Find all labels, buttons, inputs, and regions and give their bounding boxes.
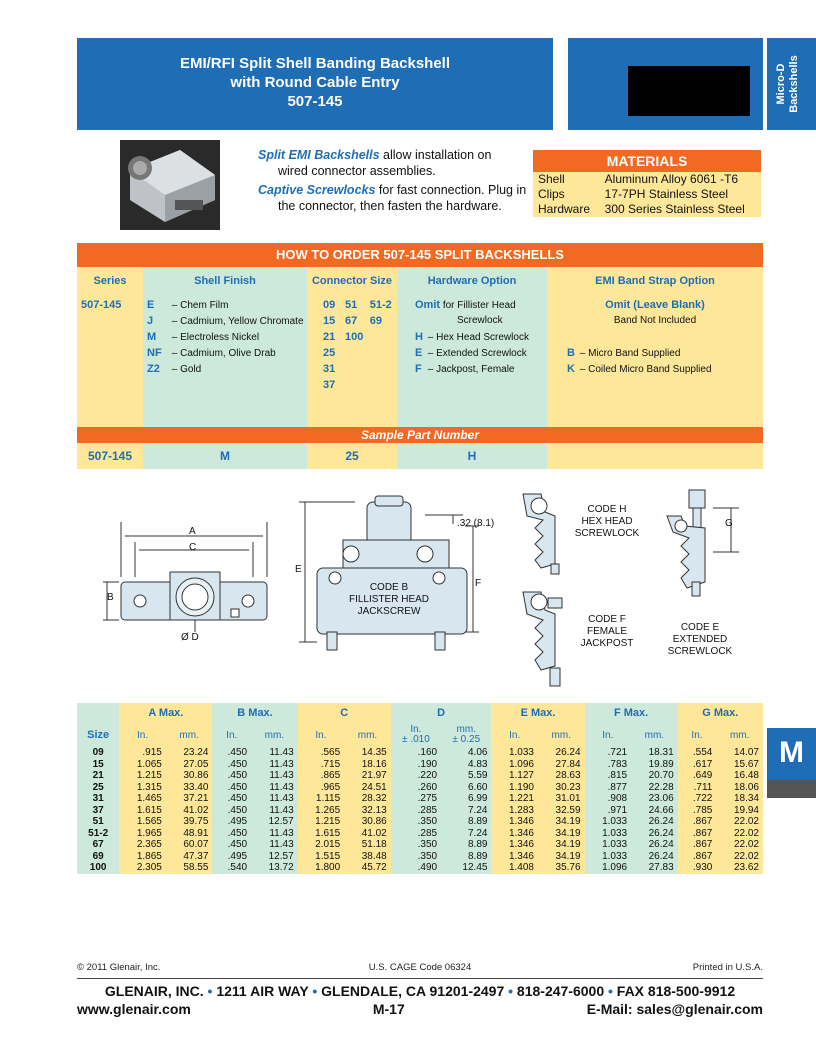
sample-hardware: H [397,443,547,469]
dimension-cell: 1.127 [491,770,538,782]
dimension-cell: 1.315 [119,782,166,794]
emi-option: B – Micro Band Supplied [567,347,681,359]
dimension-cell: 1.408 [491,862,538,874]
dimension-cell: 23.06 [631,793,678,805]
dimension-row [77,839,763,851]
hardware-item: H – Hex Head Screwlock [415,331,529,343]
dimension-cell: .495 [212,816,251,828]
materials-row [533,172,761,187]
code-f-label: CODE F FEMALE JACKPOST [580,614,634,649]
title-line-2: with Round Cable Entry [230,74,400,91]
dimension-cell: 27.83 [631,862,678,874]
footer-contacts [77,1001,763,1017]
dimension-cell: 1.515 [298,851,345,863]
dimension-row [77,759,763,771]
dimension-cell: 12.57 [251,851,298,863]
finish-header: Shell Finish [194,275,256,287]
material-name: Aluminum Alloy 6061 -T6 [604,172,739,186]
size-cell: 51 [77,816,119,828]
dimension-cell: 8.89 [441,816,491,828]
dimension-cell: 28.63 [538,770,585,782]
size-list-1 [323,299,345,395]
col-d-header: D [391,703,492,723]
hardware-item: Screwlock [457,315,503,326]
dimension-cell: 22.02 [716,839,763,851]
dimension-cell: .867 [678,816,717,828]
dimension-cell: 22.02 [716,816,763,828]
dimension-cell: 34.19 [538,828,585,840]
dimension-cell: 1.033 [585,839,632,851]
section-tab: M [767,728,816,780]
dim-group-header-row [77,703,763,723]
feature-2-bold: Captive Screwlocks [258,183,376,197]
dimension-cell: .867 [678,839,717,851]
size-cell: 15 [77,759,119,771]
dimension-table [77,703,763,874]
dimension-cell: .554 [678,747,717,759]
size-cell: 100 [77,862,119,874]
footer-small [77,962,763,973]
dim-unit-header-row: Size In. mm. In. mm. In. mm. In. ± .010 mm. ± 0.25 In. mm. In. mm. In. mm. [77,723,763,747]
size-cell: 25 [77,782,119,794]
dim-32-label: .32 (8.1) [457,518,495,529]
dimension-cell: 4.83 [441,759,491,771]
dimension-cell: 6.60 [441,782,491,794]
dimension-cell: 4.06 [441,747,491,759]
dimension-cell: 13.72 [251,862,298,874]
size-value: 37 [323,379,336,391]
finish-item: Z2 – Gold [147,363,202,375]
sample-row [77,443,763,469]
dimension-cell: 5.59 [441,770,491,782]
dim-b-label: B [107,592,114,603]
size-cell: 31 [77,793,119,805]
dimension-cell: 27.84 [538,759,585,771]
dimension-cell: 8.89 [441,851,491,863]
dimension-cell: .908 [585,793,632,805]
dimension-cell: 26.24 [538,747,585,759]
part-number: 507-145 [287,93,343,110]
dim-d-label: Ø D [181,632,199,643]
size-value: 69 [369,315,383,327]
feature-2 [258,182,526,198]
size-header: Size [77,723,119,747]
dimension-cell: 20.70 [631,770,678,782]
dimension-cell: 34.19 [538,816,585,828]
material-name: 17-7PH Stainless Steel [604,187,729,201]
hardware-header: Hardware Option [427,275,517,287]
size-cell: 67 [77,839,119,851]
dimension-cell: 18.34 [716,793,763,805]
page-header [77,38,553,130]
size-value: 25 [323,347,336,359]
dimension-cell: 1.465 [119,793,166,805]
dimension-cell: 11.43 [251,793,298,805]
dimension-cell: .350 [391,851,441,863]
dimension-cell: 2.015 [298,839,345,851]
materials-table [533,172,761,217]
size-cell: 51-2 [77,828,119,840]
dimension-cell: 41.02 [166,805,213,817]
finish-item: E – Chem Film [147,299,229,311]
finish-item: NF – Cadmium, Olive Drab [147,347,276,359]
hardware-item: E – Extended Screwlock [415,347,527,359]
dimension-cell: 1.346 [491,851,538,863]
feature-2-text: for fast connection. Plug in [375,183,527,197]
dimension-cell: 1.346 [491,816,538,828]
dimension-cell: .815 [585,770,632,782]
dimension-cell: 30.86 [344,816,391,828]
dimension-cell: 33.40 [166,782,213,794]
product-photo [120,140,220,230]
footer-address: GLENAIR, INC. • 1211 AIR WAY • GLENDALE, CA 91201-2497 • 818-247-6000 • FAX 818-500-9912 [104,983,736,999]
dimension-cell: 1.346 [491,839,538,851]
dimension-cell: 19.94 [716,805,763,817]
materials-row [533,202,761,217]
materials-box [533,150,761,217]
title-line-1: EMI/RFI Split Shell Banding Backshell [179,55,451,72]
col-e-header: E Max. [491,703,584,723]
dimension-cell: .721 [585,747,632,759]
dimension-cell: 31.01 [538,793,585,805]
dimension-cell: .450 [212,839,251,851]
dim-f-label: F [475,578,482,589]
dimension-cell: .540 [212,862,251,874]
dimension-cell: 18.16 [344,759,391,771]
dimension-cell: 14.07 [716,747,763,759]
dimension-cell: .450 [212,770,251,782]
dimension-cell: .915 [119,747,166,759]
dimension-row [77,782,763,794]
dimension-cell: 34.19 [538,851,585,863]
col-size [307,267,397,427]
dimension-cell: 11.43 [251,759,298,771]
copyright: © 2011 Glenair, Inc. [77,962,161,973]
dimension-cell: .160 [391,747,441,759]
dimension-cell: 28.32 [344,793,391,805]
finish-item: J – Cadmium, Yellow Chromate [147,315,304,327]
order-title: HOW TO ORDER 507-145 SPLIT BACKSHELLS [77,243,763,267]
dimension-cell: 11.43 [251,747,298,759]
dimension-cell: 58.55 [166,862,213,874]
dimension-cell: .450 [212,793,251,805]
dimension-cell: .965 [298,782,345,794]
dimension-cell: 1.033 [585,851,632,863]
dimension-cell: 1.800 [298,862,345,874]
dimension-cell: 14.35 [344,747,391,759]
dimension-cell: .617 [678,759,717,771]
size-value: 51 [345,299,358,311]
dimension-cell: 1.615 [298,828,345,840]
dimension-row [77,862,763,874]
dimension-cell: 26.24 [631,851,678,863]
material-part: Clips [538,187,565,201]
dimension-cell: 6.99 [441,793,491,805]
size-cell: 69 [77,851,119,863]
col-hardware [397,267,547,427]
email-link[interactable]: E-Mail: sales@glenair.com [586,1001,763,1017]
dimension-cell: 1.221 [491,793,538,805]
emi-spacer [551,331,759,347]
dimension-cell: 39.75 [166,816,213,828]
col-series [77,267,143,427]
dimension-cell: 26.24 [631,839,678,851]
dimension-cell: 30.23 [538,782,585,794]
series-header: Series [93,275,127,287]
dimension-cell: 11.43 [251,805,298,817]
dimension-cell: .260 [391,782,441,794]
dimension-cell: 51.18 [344,839,391,851]
size-value: 15 [323,315,336,327]
dimension-cell: 30.86 [166,770,213,782]
material-name: 300 Series Stainless Steel [604,202,745,216]
feature-2-line2: the connector, then fasten the hardware. [278,199,502,213]
code-h-label: CODE H HEX HEAD SCREWLOCK [574,504,640,539]
dimension-cell: .450 [212,782,251,794]
black-box [628,66,750,116]
dimension-cell: .711 [678,782,717,794]
sample-series: 507-145 [77,443,143,469]
materials-title: MATERIALS [533,150,761,172]
dimension-cell: .495 [212,851,251,863]
dimension-table-body [77,747,763,874]
dimension-cell: 15.67 [716,759,763,771]
dimension-cell: 18.06 [716,782,763,794]
size-value: 51-2 [369,299,392,311]
dimension-cell: 11.43 [251,770,298,782]
dimension-row [77,747,763,759]
dimension-cell: 11.43 [251,782,298,794]
dimension-cell: 7.24 [441,828,491,840]
col-c-header: C [298,703,391,723]
size-cell: 37 [77,805,119,817]
dimension-cell: .350 [391,839,441,851]
dimension-cell: 41.02 [344,828,391,840]
col-finish [143,267,307,427]
dimension-cell: .722 [678,793,717,805]
hardware-item: F – Jackpost, Female [415,363,515,375]
emi-omit-desc: Band Not Included [613,315,697,326]
dimension-cell: 24.66 [631,805,678,817]
page-number: M-17 [372,1001,405,1017]
dimension-cell: 7.24 [441,805,491,817]
dimension-cell: 45.72 [344,862,391,874]
dimension-cell: .190 [391,759,441,771]
dimension-cell: .450 [212,828,251,840]
dimension-cell: .285 [391,805,441,817]
emi-omit: Omit (Leave Blank) [605,299,705,311]
dimension-cell: .649 [678,770,717,782]
feature-1-text: allow installation on [379,148,492,162]
dim-e-label: E [295,564,302,575]
dimension-cell: .285 [391,828,441,840]
dimension-cell: 1.033 [491,747,538,759]
dimension-cell: .350 [391,816,441,828]
dimension-cell: 1.965 [119,828,166,840]
materials-row [533,187,761,202]
dimension-cell: .715 [298,759,345,771]
col-emi [547,267,763,427]
dimension-cell: 1.115 [298,793,345,805]
dimension-cell: 11.43 [251,828,298,840]
sample-finish: M [143,443,307,469]
printed-in: Printed in U.S.A. [692,962,764,973]
finish-item: M – Electroless Nickel [147,331,260,343]
emi-option: K – Coiled Micro Band Supplied [567,363,712,375]
dimension-cell: 1.615 [119,805,166,817]
size-value: 09 [323,299,336,311]
dimension-cell: 11.43 [251,839,298,851]
dimension-cell: .865 [298,770,345,782]
dimension-cell: 1.215 [298,816,345,828]
material-part: Shell [538,172,565,186]
dimension-cell: 19.89 [631,759,678,771]
cage-code: U.S. CAGE Code 06324 [368,962,472,973]
size-lists [311,299,393,395]
dimension-cell: 1.065 [119,759,166,771]
dimension-cell: 23.24 [166,747,213,759]
dimension-cell: 34.19 [538,839,585,851]
size-value: 100 [345,331,364,343]
dimension-cell: 22.02 [716,851,763,863]
side-tab-line-1: Micro-D [775,63,787,105]
sample-title: Sample Part Number [77,427,763,443]
size-value: 21 [323,331,336,343]
dimension-cell: 2.365 [119,839,166,851]
code-e-label: CODE E EXTENDED SCREWLOCK [667,622,733,657]
size-value: 67 [345,315,358,327]
size-header: Connector Size [311,275,393,287]
col-f-header: F Max. [585,703,678,723]
dimension-cell: 1.033 [585,816,632,828]
dimension-cell: 18.31 [631,747,678,759]
dimension-cell: .783 [585,759,632,771]
feature-1-line2: wired connector assemblies. [278,164,436,178]
col-b-header: B Max. [212,703,297,723]
website-link[interactable]: www.glenair.com [77,1001,191,1017]
dimension-row [77,851,763,863]
side-tab [767,38,816,130]
dimension-cell: 1.096 [585,862,632,874]
dimension-cell: .867 [678,851,717,863]
dim-g-label: G [725,518,733,529]
dimension-cell: 8.89 [441,839,491,851]
dimension-cell: 26.24 [631,816,678,828]
col-a-header: A Max. [119,703,212,723]
dimension-cell: .490 [391,862,441,874]
dimension-cell: .930 [678,862,717,874]
series-value: 507-145 [81,299,122,311]
footer-rule [77,978,763,979]
dimension-cell: 1.283 [491,805,538,817]
dimension-cell: .220 [391,770,441,782]
feature-1-bold: Split EMI Backshells [258,148,380,162]
dimension-cell: 1.096 [491,759,538,771]
dimension-cell: .565 [298,747,345,759]
dimension-cell: 1.865 [119,851,166,863]
dimension-cell: .971 [585,805,632,817]
dimension-row [77,816,763,828]
dimension-cell: 16.48 [716,770,763,782]
feature-1 [258,147,491,163]
sample-size: 25 [307,443,397,469]
dimension-cell: .867 [678,828,717,840]
dimension-row [77,805,763,817]
dimension-cell: 1.346 [491,828,538,840]
dimension-cell: 1.215 [119,770,166,782]
size-value: 31 [323,363,336,375]
dimension-cell: 2.305 [119,862,166,874]
hardware-item: Omit for Fillister Head [415,299,516,311]
dimension-cell: .450 [212,747,251,759]
section-tab-underline [767,780,816,798]
dimension-row [77,828,763,840]
technical-diagram [95,482,755,694]
dimension-cell: .450 [212,805,251,817]
dimension-cell: 22.02 [716,828,763,840]
dimension-cell: 35.76 [538,862,585,874]
size-cell: 09 [77,747,119,759]
dimension-cell: 37.21 [166,793,213,805]
dimension-cell: 47.37 [166,851,213,863]
dimension-cell: 32.59 [538,805,585,817]
dimension-cell: 32.13 [344,805,391,817]
col-g-header: G Max. [678,703,763,723]
dimension-cell: 12.45 [441,862,491,874]
dimension-row [77,770,763,782]
order-columns [77,267,763,427]
dimension-cell: 12.57 [251,816,298,828]
dimension-cell: 38.48 [344,851,391,863]
dimension-cell: 48.91 [166,828,213,840]
order-table [77,243,763,469]
dimension-row [77,793,763,805]
sample-emi [547,443,763,469]
side-tab-line-2: Backshells [788,55,800,113]
dimension-cell: 22.28 [631,782,678,794]
dimension-cell: 21.97 [344,770,391,782]
size-list-2 [345,299,393,395]
dimension-cell: .877 [585,782,632,794]
size-cell: 21 [77,770,119,782]
dimension-cell: 1.265 [298,805,345,817]
dim-c-label: C [189,542,197,553]
dim-a-label: A [189,526,196,537]
dimension-cell: .275 [391,793,441,805]
dimension-cell: 1.565 [119,816,166,828]
dimension-cell: 24.51 [344,782,391,794]
emi-header: EMI Band Strap Option [595,275,715,287]
dimension-cell: 1.190 [491,782,538,794]
dimension-cell: 23.62 [716,862,763,874]
dimension-cell: 27.05 [166,759,213,771]
dimension-cell: .785 [678,805,717,817]
material-part: Hardware [538,202,591,216]
dimension-cell: 60.07 [166,839,213,851]
dimension-cell: .450 [212,759,251,771]
dimension-cell: 26.24 [631,828,678,840]
code-b-label: CODE B FILLISTER HEAD JACKSCREW [348,582,430,617]
dimension-cell: 1.033 [585,828,632,840]
